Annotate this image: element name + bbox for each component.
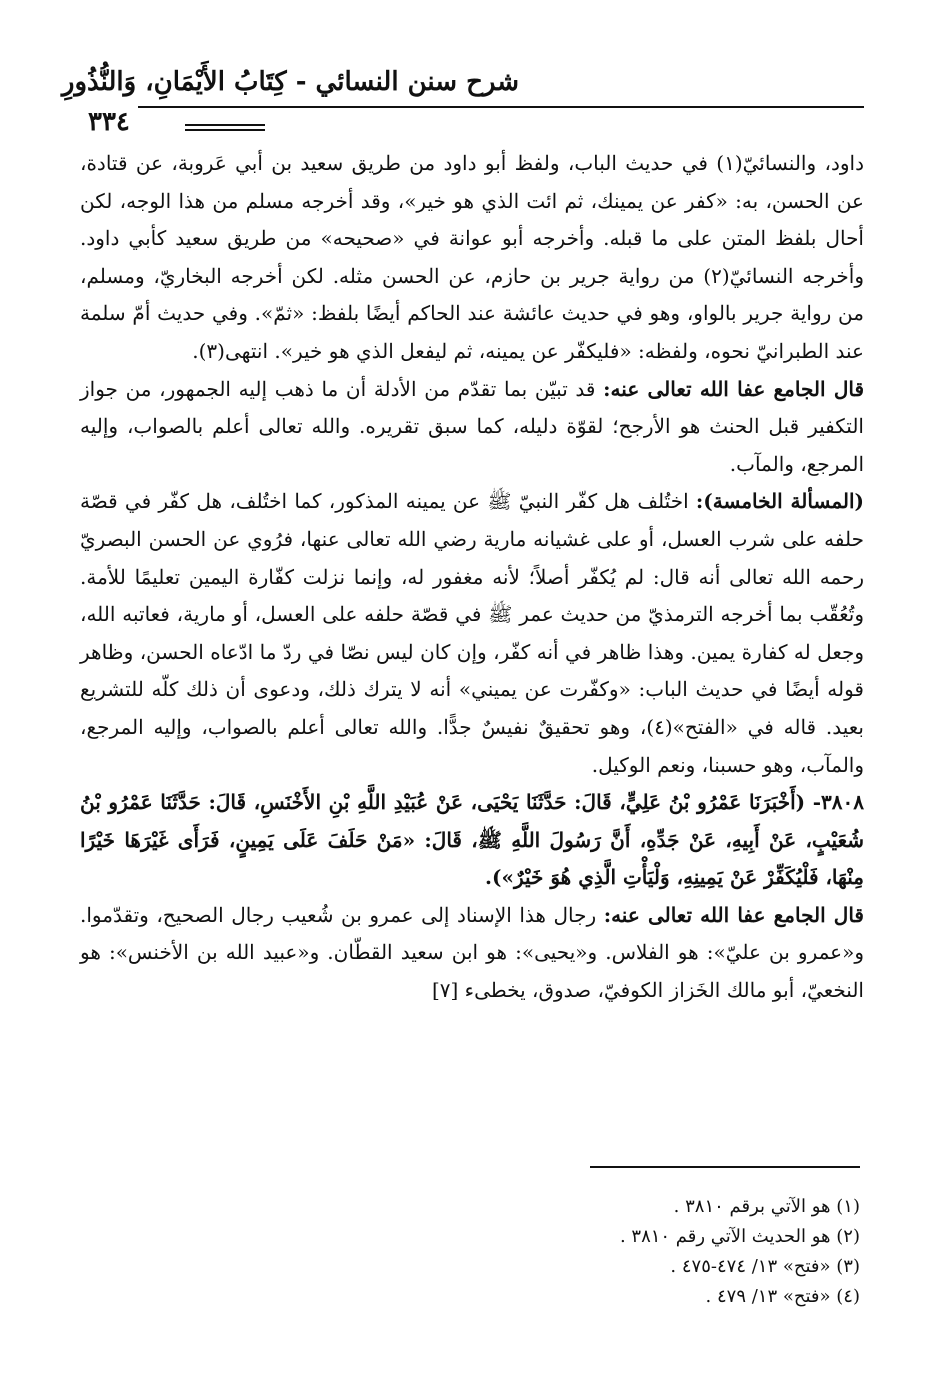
page-number-rules	[185, 124, 265, 134]
page-number: ٣٣٤	[80, 102, 138, 142]
paragraph-3	[80, 483, 864, 784]
paragraph-lead: قال الجامع عفا الله تعالى عنه:	[603, 902, 864, 927]
header-rule	[80, 106, 864, 108]
hadith-text	[80, 784, 864, 897]
footnotes	[80, 1192, 860, 1312]
paragraph-text: رجال هذا الإسناد إلى عمرو بن شُعيب رجال الصحيح، وتقدّموا. و«عمرو بن عليّ»: هو الفلاس. و«يحيى»: هو ابن سعيد القطّان. و«عبيد الله بن الأخنس»: هو النخعيّ، أبو مالك الخَزاز الكوفيّ، صدوق، يخطىء [٧]	[80, 902, 864, 1003]
footnote-3: (٣) «فتح» ١٣/ ٤٧٤-٤٧٥ .	[670, 1256, 860, 1277]
paragraph-lead: قال الجامع عفا الله تعالى عنه:	[603, 376, 865, 401]
paragraph-lead: (المسألة الخامسة):	[695, 489, 864, 514]
running-header	[61, 62, 864, 142]
running-title: شرح سنن النسائي - كِتَابُ الأَيْمَانِ، وَالنُّذُورِ	[61, 67, 519, 97]
paragraph-text: اختُلف هل كفّر النبيّ ﷺ عن يمينه المذكور، كما اختُلف، هل كفّر في قصّة حلفه على شرب العسل، أو على غشيانه مارية رضي الله تعالى عنها، فرُوي عن الحسن البصريّ رحمه الله تعالى أنه قال: لم يُكفّر أصلاً؛ لأنه مغفور له، وإنما نزلت كفّارة اليمين تعليمًا للأمة. وتُعُقّب بما أخرجه الترمذيّ من حديث عمر ﷺ في قصّة حلفه على العسل، أو مارية، فعاتبه الله، وجعل له كفارة يمين. وهذا ظاهر في أنه كفّر، وإن كان ليس نصّا في ردّ ما ادّعاه الحسن، وظاهر قوله أيضًا في حديث الباب: «وكفّرت عن يميني» أنه لا يترك ذلك، ودعوى أن ذلك كلّه للتشريع بعيد. قاله في «الفتح»(٤)، وهو تحقيقٌ نفيسٌ جدًّا. والله تعالى أعلم بالصواب، وإليه المرجع، والمآب، وهو حسبنا، ونعم الوكيل.	[80, 489, 864, 777]
footnote-separator	[590, 1166, 860, 1168]
main-text	[80, 145, 864, 1010]
paragraph-2	[80, 371, 864, 484]
footnote-4: (٤) «فتح» ١٣/ ٤٧٩ .	[705, 1286, 860, 1307]
paragraph-text: قد تبيّن بما تقدّم من الأدلة أن ما ذهب إليه الجمهور، من جواز التكفير قبل الحنث هو الأرجح؛ لقوّة دليله، كما سبق تقريره. والله تعالى أعلم بالصواب، وإليه المرجع، والمآب.	[80, 376, 864, 476]
footnote-2: (٢) هو الحديث الآتي رقم ٣٨١٠ .	[619, 1226, 860, 1247]
paragraph-1	[80, 145, 864, 371]
paragraph-text: داود، والنسائيّ(١) في حديث الباب، ولفظ أبو داود من طريق سعيد بن أبي عَروبة، عن قتادة، عن الحسن، به: «كفر عن يمينك، ثم ائت الذي هو خير»، وقد أخرجه مسلم من هذا الوجه، لكن أحال بلفظ المتن على ما قبله. وأخرجه أبو عوانة في «صحيحه» من طريق سعيد كأبي داود. وأخرجه النسائيّ(٢) من رواية جرير بن حازم، عن الحسن مثله. لكن أخرجه البخاريّ، ومسلم، من رواية جرير بالواو، وهو في حديث عائشة عند الحاكم أيضًا بلفظ: «ثمّ». وفي حديث أمّ سلمة عند الطبرانيّ نحوه، ولفظه: «فليكفّر عن يمينه، ثم ليفعل الذي هو خير». انتهى(٣).	[80, 151, 864, 363]
footnote-1: (١) هو الآتي برقم ٣٨١٠ .	[673, 1196, 860, 1217]
paragraph-text: ٣٨٠٨- (أَخْبَرَنَا عَمْرُو بْنُ عَلِيٍّ، قَالَ: حَدَّثَنَا يَحْيَى، عَنْ عُبَيْدِ اللَّهِ بْنِ الأَخْنَسِ، قَالَ: حَدَّثَنَا عَمْرُو بْنُ شُعَيْبٍ، عَنْ أَبِيهِ، عَنْ جَدِّهِ، أَنَّ رَسُولَ اللَّهِ ﷺ، قَالَ: «مَنْ حَلَفَ عَلَى يَمِينٍ، فَرَأَى غَيْرَهَا خَيْرًا مِنْهَا، فَلْيُكَفِّرْ عَنْ يَمِينِهِ، وَلْيَأْتِ الَّذِي هُوَ خَيْرٌ»).	[80, 790, 864, 890]
paragraph-5	[80, 897, 864, 1010]
